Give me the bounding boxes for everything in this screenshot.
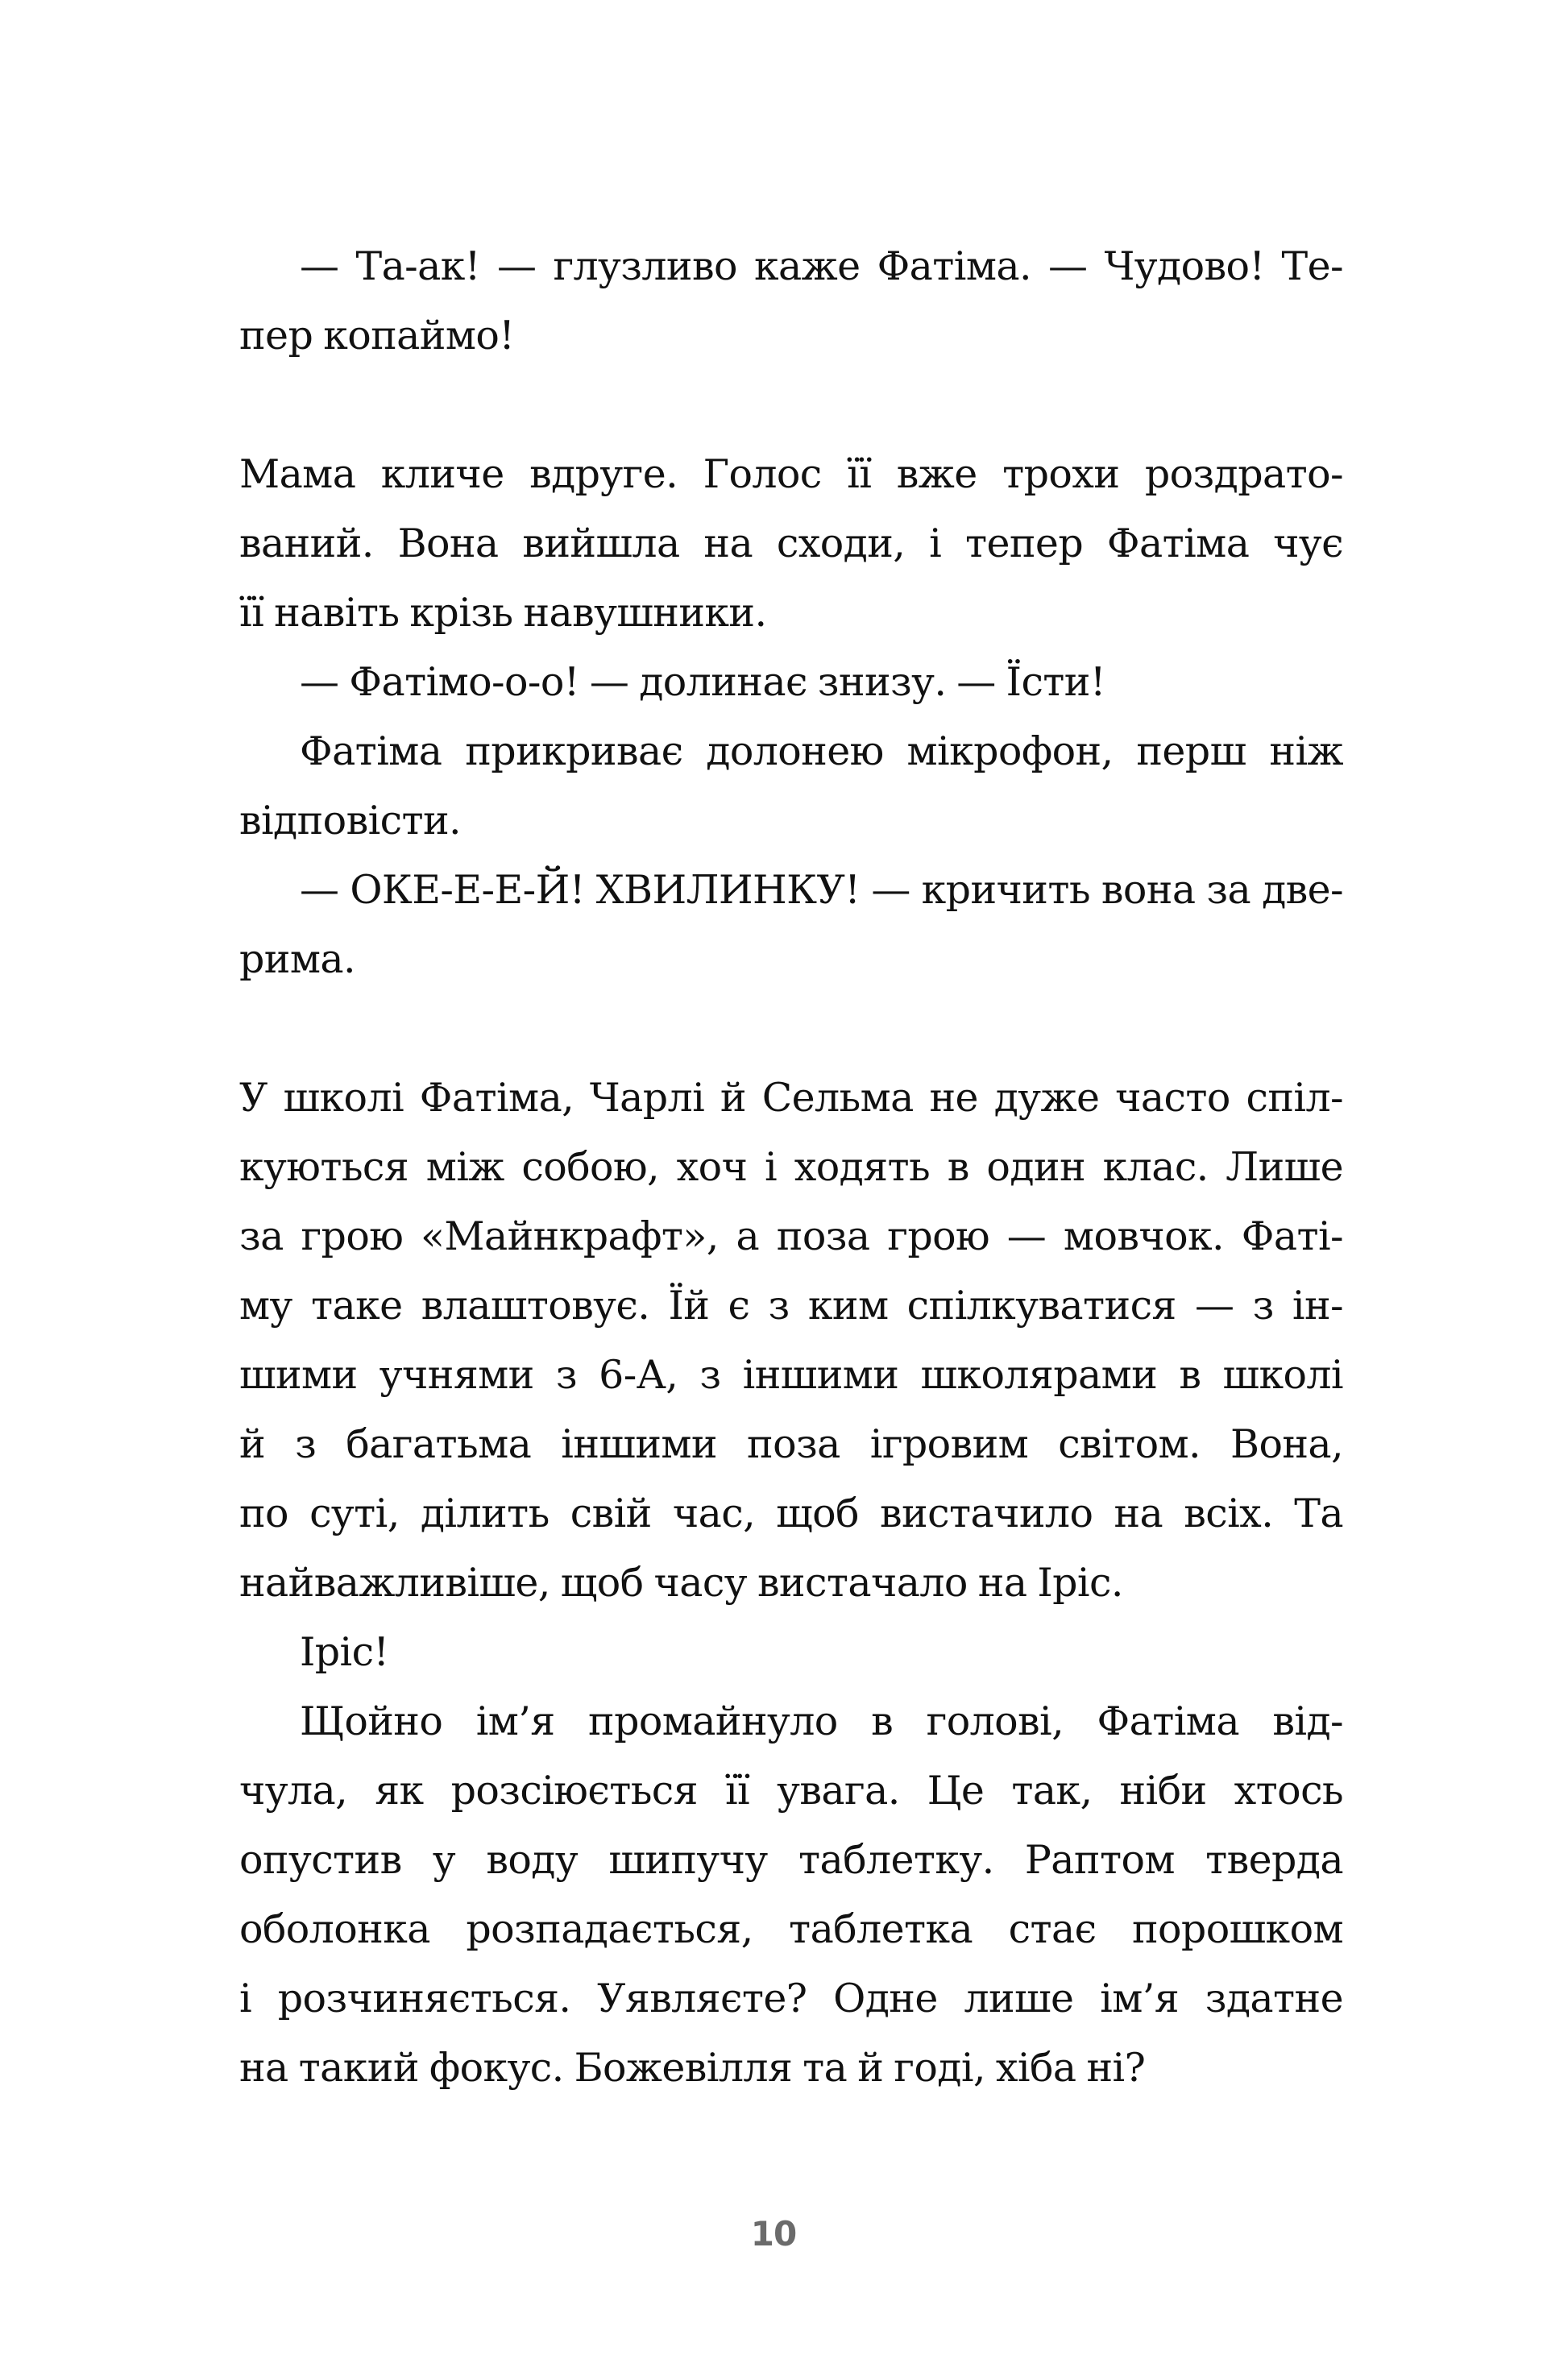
- text-line: й з багатьма іншими поза ігровим світом. Вона,: [239, 1421, 1343, 1467]
- text-line: — Та-ак! — глузливо каже Фатіма. — Чудово! Те-: [300, 243, 1343, 289]
- text-line: по суті, ділить свій час, щоб вистачило на всіх. Та: [239, 1491, 1343, 1536]
- text-line: куються між собою, хоч і ходять в один клас. Лише: [239, 1144, 1343, 1190]
- text-line: му таке влаштовує. Їй є з ким спілкуватися — з ін-: [239, 1283, 1343, 1329]
- text-line: Фатіма прикриває долонею мікрофон, перш ніж: [300, 728, 1343, 774]
- text-line: за грою «Майнкрафт», а поза грою — мовчок. Фаті-: [239, 1213, 1343, 1259]
- text-line: оболонка розпадається, таблетка стає порошком: [239, 1906, 1343, 1952]
- text-line: Мама кличе вдруге. Голос її вже трохи роздрато-: [239, 451, 1343, 497]
- text-line: Щойно ім’я промайнуло в голові, Фатіма від-: [300, 1698, 1343, 1744]
- body-text: [239, 0, 1343, 2175]
- text-line: ваний. Вона вийшла на сходи, і тепер Фатіма чує: [239, 520, 1343, 566]
- text-line: її навіть крізь навушники.: [239, 590, 767, 636]
- page-number: 10: [750, 2214, 797, 2254]
- text-line: — ОКЕ-Е-Е-Й! ХВИЛИНКУ! — кричить вона за две-: [300, 867, 1343, 913]
- text-line: відповісти.: [239, 798, 462, 844]
- text-line: Іріс!: [300, 1629, 389, 1675]
- text-line: шими учнями з 6-А, з іншими школярами в школі: [239, 1352, 1343, 1398]
- text-line: найважливіше, щоб часу вистачало на Іріс.: [239, 1560, 1123, 1606]
- text-line: опустив у воду шипучу таблетку. Раптом тверда: [239, 1837, 1343, 1883]
- text-line: — Фатімо-о-о! — долинає знизу. — Їсти!: [300, 659, 1105, 705]
- text-line: і розчиняється. Уявляєте? Одне лише ім’я здатне: [239, 1976, 1343, 2021]
- text-line: пер копаймо!: [239, 313, 515, 359]
- text-line: чула, як розсіюється її увага. Це так, ніби хтось: [239, 1768, 1343, 1814]
- text-line: на такий фокус. Божевілля та й годі, хіба ні?: [239, 2045, 1146, 2091]
- text-line: У школі Фатіма, Чарлі й Сельма не дуже часто спіл-: [239, 1075, 1343, 1121]
- text-line: рима.: [239, 936, 355, 982]
